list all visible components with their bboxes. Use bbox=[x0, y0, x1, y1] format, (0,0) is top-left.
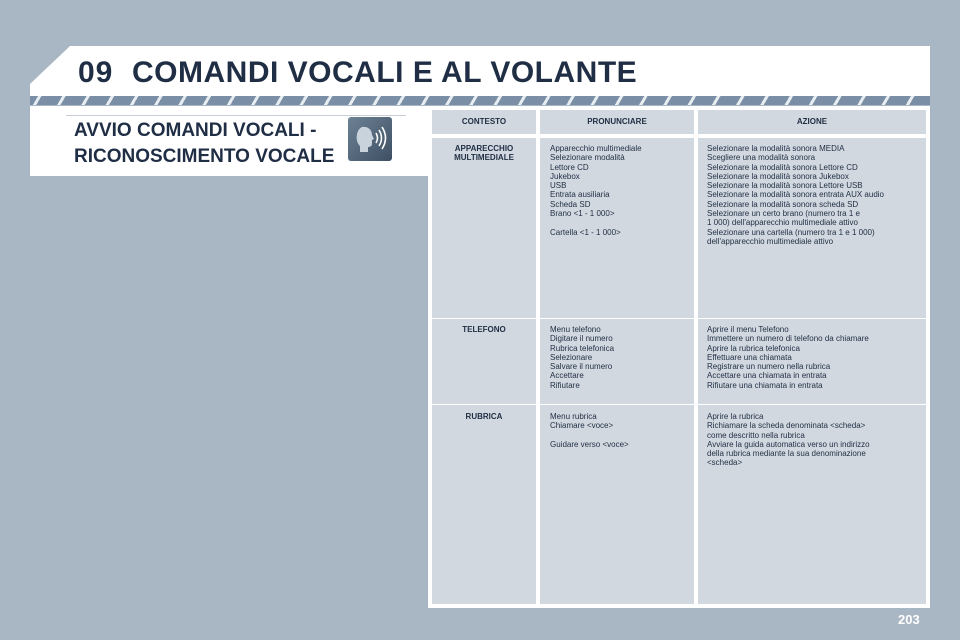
chapter-number: 09 bbox=[78, 56, 114, 89]
section-title bbox=[74, 118, 364, 170]
section-title-line2: RICONOSCIMENTO VOCALE bbox=[74, 146, 335, 167]
row-action-directory: Aprire la rubrica Richiamare la scheda denominata <scheda> come descritto nella rubrica Avviare la guida automatica verso un indirizzo della rubrica mediante la sua denominazione <scheda> bbox=[707, 412, 870, 468]
row-action-phone: Aprire il menu Telefono Immettere un numero di telefono da chiamare Aprire la rubrica telefonica Effettuare una chiamata Registrare un numero nella rubrica Accettare una chiamata in entrata Rifiutare una chiamata in entrata bbox=[707, 325, 869, 390]
row-action-multimedia: Selezionare la modalità sonora MEDIA Scegliere una modalità sonora Selezionare la modalità sonora Lettore CD Selezionare la modalità sonora Jukebox Selezionare la modalità sonora Lettore USB Selezionare la modalità sonora entrata AUX audio Selezionare la modalità sonora scheda SD Selezionare un certo brano (numero tra 1 e 1 000) dell'apparecchio multimediale attivo Selezionare una cartella (numero tra 1 e 1 000) dell'apparecchio multimediale attivo bbox=[707, 144, 884, 246]
row-separator bbox=[432, 318, 926, 319]
row-separator bbox=[432, 404, 926, 405]
voice-command-icon bbox=[348, 117, 392, 161]
header-pronounce: PRONUNCIARE bbox=[540, 110, 694, 134]
chapter-title: COMANDI VOCALI E AL VOLANTE bbox=[132, 56, 638, 89]
section-divider bbox=[66, 115, 406, 116]
page-number: 203 bbox=[898, 612, 920, 627]
header-action: AZIONE bbox=[698, 110, 926, 134]
header-context: CONTESTO bbox=[432, 110, 536, 134]
row-context-directory: RUBRICA bbox=[465, 412, 503, 421]
row-pronounce-multimedia: Apparecchio multimediale Selezionare modalità Lettore CD Jukebox USB Entrata ausiliaria Scheda SD Brano <1 - 1 000> Cartella <1 - 1 000> bbox=[550, 144, 642, 237]
column-context bbox=[432, 138, 536, 604]
section-title-line1: AVVIO COMANDI VOCALI - bbox=[74, 120, 317, 141]
row-context-phone: TELEFONO bbox=[462, 325, 506, 334]
header-stripe bbox=[30, 96, 930, 105]
command-table bbox=[428, 106, 930, 608]
row-context-multimedia: APPARECCHIO MULTIMEDIALE bbox=[454, 144, 514, 163]
row-pronounce-directory: Menu rubrica Chiamare <voce> Guidare verso <voce> bbox=[550, 412, 629, 449]
row-pronounce-phone: Menu telefono Digitare il numero Rubrica telefonica Selezionare Salvare il numero Accettare Rifiutare bbox=[550, 325, 615, 390]
